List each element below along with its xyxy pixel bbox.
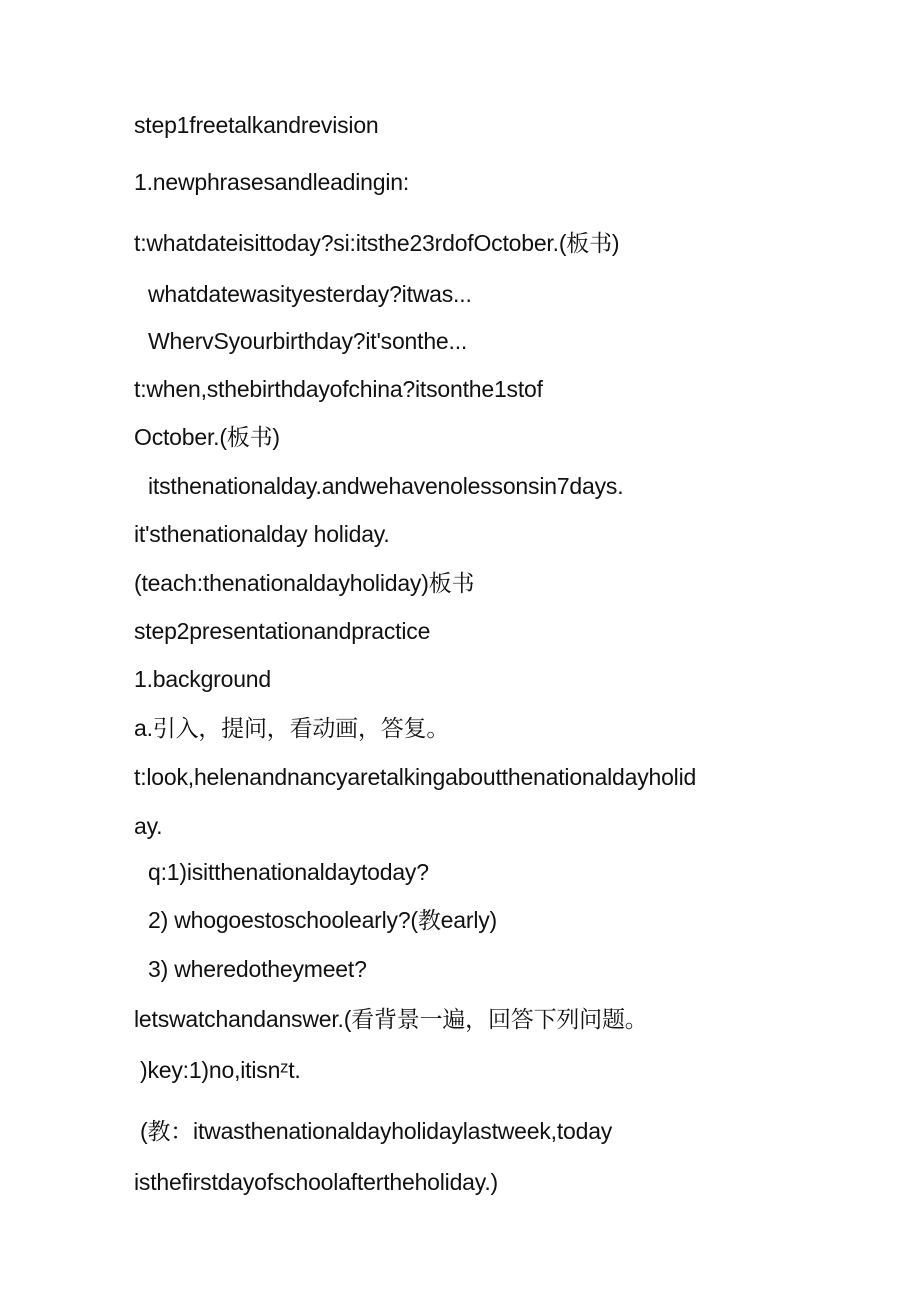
text-line: (教：itwasthenationaldayholidaylastweek,today bbox=[140, 1118, 613, 1144]
text-line: it'sthenationalday holiday. bbox=[134, 521, 390, 547]
section-heading: step2presentationandpractice bbox=[134, 618, 431, 644]
text-line: t:look,helenandnancyaretalkingaboutthenationaldayholid bbox=[134, 764, 697, 790]
text-line: WhervSyourbirthday?it'sonthe... bbox=[148, 328, 468, 354]
text-line: itsthenationalday.andwehavenolessonsin7days. bbox=[148, 473, 624, 499]
question-line: 2) whogoestoschoolearly?(教early) bbox=[148, 907, 497, 933]
question-line: 3) wheredotheymeet? bbox=[148, 956, 367, 982]
text-line: isthefirstdayofschoolaftertheholiday.) bbox=[134, 1169, 499, 1195]
answer-line: )key:1)no,itisnᶻt. bbox=[140, 1057, 301, 1083]
text-line: ay. bbox=[134, 813, 163, 839]
text-line: t:when,sthebirthdayofchina?itsonthe1stof bbox=[134, 376, 543, 402]
text-line: step1freetalkandrevision bbox=[134, 112, 379, 138]
question-line: q:1)isitthenationaldaytoday? bbox=[148, 859, 429, 885]
text-line: 1.newphrasesandleadingin: bbox=[134, 169, 410, 195]
text-line: (teach:thenationaldayholiday)板书 bbox=[134, 570, 475, 596]
text-line: 1.background bbox=[134, 666, 271, 692]
text-line: letswatchandanswer.(看背景一遍，回答下列问题。 bbox=[134, 1006, 648, 1032]
text-line: a.引入，提问，看动画，答复。 bbox=[134, 715, 450, 741]
text-line: t:whatdateisittoday?si:itsthe23rdofOctober.(板书) bbox=[134, 230, 620, 256]
text-line: whatdatewasityesterday?itwas... bbox=[148, 281, 472, 307]
text-line: October.(板书) bbox=[134, 424, 280, 450]
